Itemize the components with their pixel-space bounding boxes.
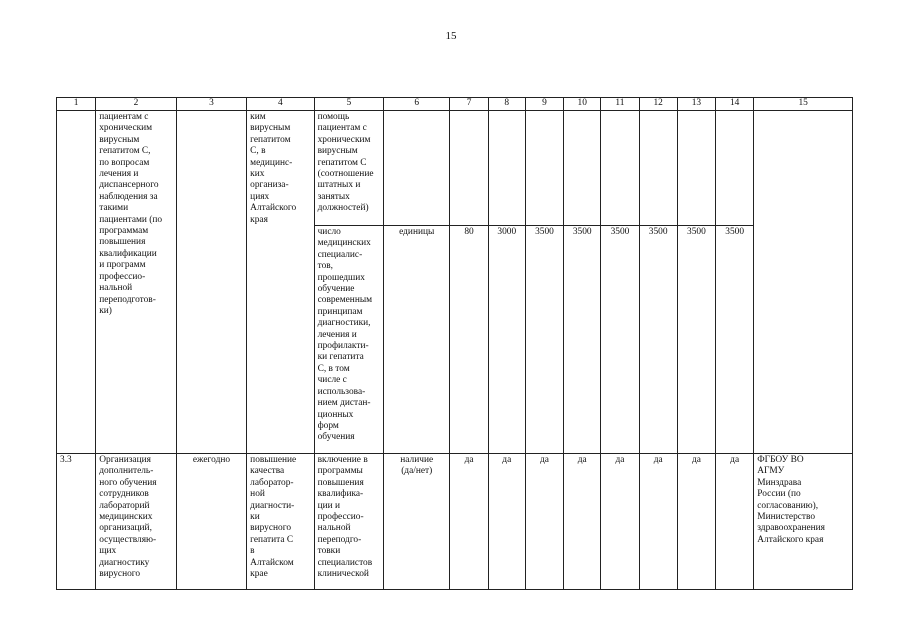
table-cell-empty	[639, 111, 677, 226]
table-row	[57, 454, 853, 590]
plan-table	[56, 97, 853, 590]
value-cell: 3500	[639, 226, 677, 454]
column-number-cell: 7	[450, 98, 488, 111]
value-cell: да	[677, 454, 715, 590]
indicator-cell: помощь пациентам с хроническим вирусным гепатитом С (соотношение штатных и занятых должностей)	[314, 111, 383, 226]
column-number-cell: 1	[57, 98, 96, 111]
unit-cell: наличие (да/нет)	[384, 454, 450, 590]
indicator-cell: включение в программы повышения квалифика- ции и профессио- нальной переподго- товки специалистов клинической	[314, 454, 383, 590]
table-row	[57, 111, 853, 226]
column-number-cell: 2	[96, 98, 177, 111]
table-cell-empty	[564, 111, 601, 226]
value-cell: да	[525, 454, 563, 590]
value-cell: 3000	[488, 226, 525, 454]
column-number-cell: 11	[601, 98, 639, 111]
expected-result-cell: повышение качества лаборатор- ной диагности- ки вирусного гепатита С в Алтайском крае	[247, 454, 314, 590]
column-number-cell: 5	[314, 98, 383, 111]
value-cell: да	[450, 454, 488, 590]
value-cell: да	[564, 454, 601, 590]
column-number-cell: 10	[564, 98, 601, 111]
table-cell-empty	[384, 111, 450, 226]
table-cell-empty	[450, 111, 488, 226]
event-description-cell: Организация дополнитель- ного обучения сотрудников лабораторий медицинских организаций, осуществляю- щих диагностику вирусного	[96, 454, 177, 590]
table-cell-empty	[176, 111, 246, 454]
column-number-cell: 8	[488, 98, 525, 111]
expected-result-cell: ким вирусным гепатитом С, в медицинс- ких организа- циях Алтайского края	[247, 111, 314, 454]
responsible-executor-cell: ФГБОУ ВО АГМУ Минздрава России (по согласованию), Министерство здравоохранения Алтайского края	[754, 454, 853, 590]
table-cell-empty	[754, 111, 853, 454]
unit-cell: единицы	[384, 226, 450, 454]
column-number-cell: 6	[384, 98, 450, 111]
column-number-cell: 15	[754, 98, 853, 111]
column-number-row	[57, 98, 853, 111]
table-cell-empty	[601, 111, 639, 226]
page-number: 15	[445, 30, 457, 42]
column-number-cell: 13	[677, 98, 715, 111]
table-cell-empty	[525, 111, 563, 226]
value-cell: 80	[450, 226, 488, 454]
indicator-cell: число медицинских специалис- тов, прошедших обучение современным принципам диагностики, лечения и профилакти- ки гепатита С, в том числе с использова- нием дистан- ционных форм обучения	[314, 226, 383, 454]
item-number-cell: 3.3	[57, 454, 96, 590]
value-cell: 3500	[601, 226, 639, 454]
column-number-cell: 12	[639, 98, 677, 111]
table-cell-empty	[677, 111, 715, 226]
value-cell: 3500	[716, 226, 754, 454]
column-number-cell: 4	[247, 98, 314, 111]
column-number-cell: 14	[716, 98, 754, 111]
value-cell: 3500	[525, 226, 563, 454]
value-cell: да	[488, 454, 525, 590]
column-number-cell: 9	[525, 98, 563, 111]
table-cell-empty	[488, 111, 525, 226]
value-cell: 3500	[677, 226, 715, 454]
value-cell: 3500	[564, 226, 601, 454]
deadline-cell: ежегодно	[176, 454, 246, 590]
value-cell: да	[716, 454, 754, 590]
column-number-cell: 3	[176, 98, 246, 111]
value-cell: да	[639, 454, 677, 590]
table-cell-empty	[716, 111, 754, 226]
table-cell-empty	[57, 111, 96, 454]
value-cell: да	[601, 454, 639, 590]
event-description-cell: пациентам с хроническим вирусным гепатитом С, по вопросам лечения и диспансерного наблюдения за такими пациентами (по программам повышения квалификации и программ профессио- нальной переподготов- ки)	[96, 111, 177, 454]
